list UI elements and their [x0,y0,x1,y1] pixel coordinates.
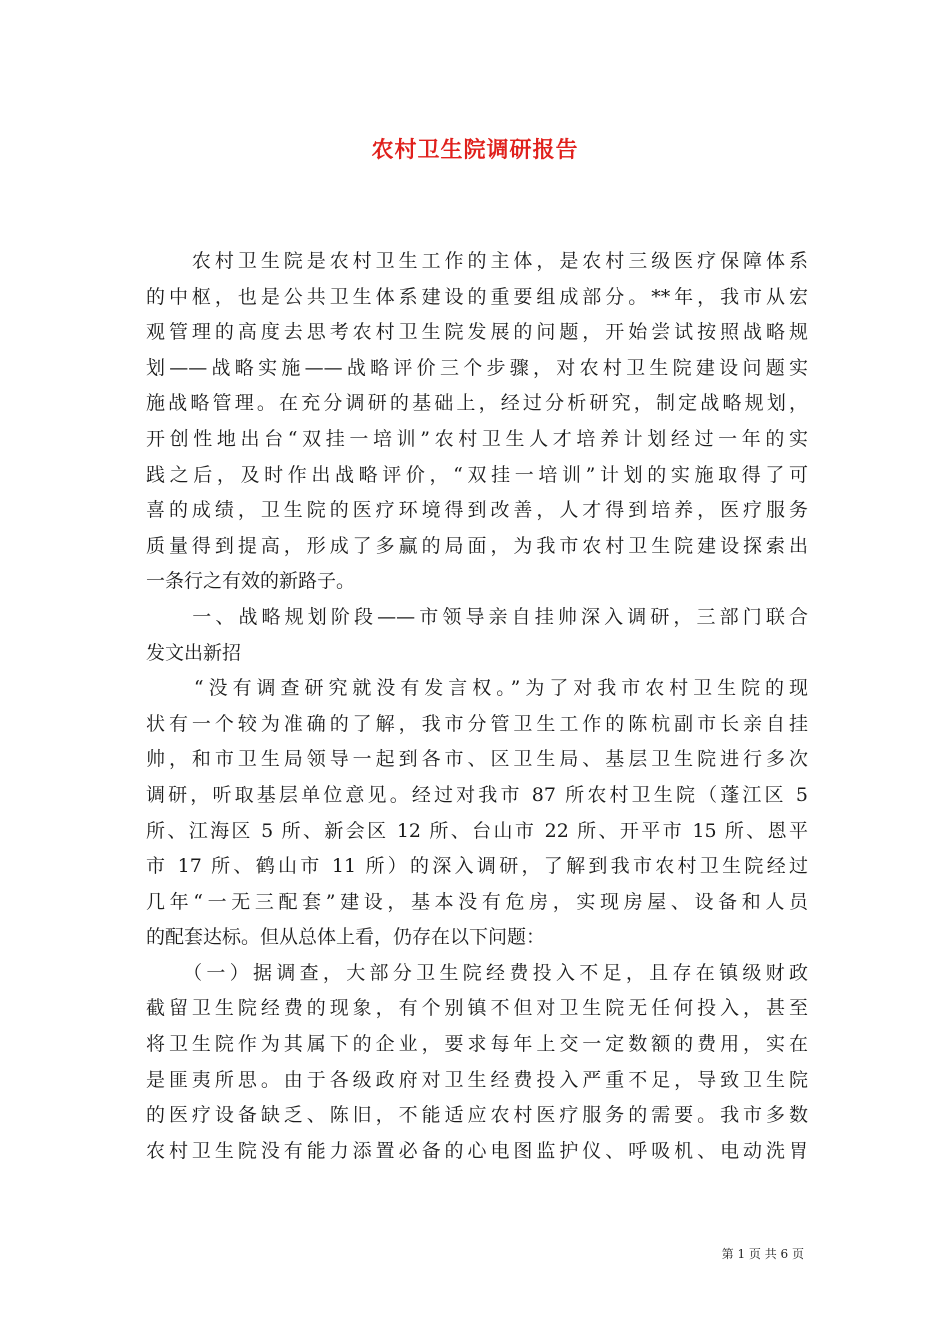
text-line: 开创性地出台“双挂一培训”农村卫生人才培养计划经过一年的实 [146,427,808,450]
text-line: 观管理的高度去思考农村卫生院发展的问题，开始尝试按照战略规 [146,321,808,344]
document-body [146,244,808,1169]
text-line: 几年“一无三配套”建设，基本没有危房，实现房屋、设备和人员 [146,890,808,913]
document-title: 农村卫生院调研报告 [371,137,579,163]
text-line: 调研，听取基层单位意见。经过对我市 87 所农村卫生院（蓬江区 5 [146,783,808,806]
text-line: 农村卫生院是农村卫生工作的主体，是农村三级医疗保障体系 [146,250,808,272]
text-line: 喜的成绩，卫生院的医疗环境得到改善，人才得到培养，医疗服务 [146,499,808,522]
text-line: 施战略管理。在充分调研的基础上，经过分析研究，制定战略规划， [146,392,808,415]
text-line: 将卫生院作为其属下的企业，要求每年上交一定数额的费用，实在 [146,1033,808,1056]
page-number-footer: 第 1 页 共 6 页 [721,1247,804,1261]
text-line: 截留卫生院经费的现象，有个别镇不但对卫生院无任何投入，甚至 [146,997,808,1020]
text-line: 一条行之有效的新路子。 [146,570,356,593]
section-heading-line: 一、战略规划阶段——市领导亲自挂帅深入调研，三部门联合 [146,605,808,628]
text-line: 践之后，及时作出战略评价，“双挂一培训”计划的实施取得了可 [146,463,808,486]
text-line: 农村卫生院没有能力添置必备的心电图监护仪、呼吸机、电动洗胃 [146,1139,808,1162]
text-line: 状有一个较为准确的了解，我市分管卫生工作的陈杭副市长亲自挂 [146,712,808,735]
text-line: 划——战略实施——战略评价三个步骤，对农村卫生院建设问题实 [146,356,808,379]
text-line: 质量得到提高，形成了多赢的局面，为我市农村卫生院建设探索出 [146,534,808,557]
text-line: （一）据调查，大部分卫生院经费投入不足，且存在镇级财政 [146,961,808,984]
text-line: 市 17 所、鹤山市 11 所）的深入调研，了解到我市农村卫生院经过 [146,855,808,878]
text-line: 所、江海区 5 所、新会区 12 所、台山市 22 所、开平市 15 所、恩平 [146,819,808,842]
text-line: 是匪夷所思。由于各级政府对卫生经费投入严重不足，导致卫生院 [146,1068,808,1091]
text-line: 的配套达标。但从总体上看，仍存在以下问题： [146,926,546,949]
text-line: “没有调查研究就没有发言权。”为了对我市农村卫生院的现 [146,677,808,700]
text-line: 帅，和市卫生局领导一起到各市、区卫生局、基层卫生院进行多次 [146,748,808,771]
text-line: 的中枢，也是公共卫生体系建设的重要组成部分。**年，我市从宏 [146,285,808,308]
section-heading-line: 发文出新招 [146,641,242,664]
text-line: 的医疗设备缺乏、陈旧，不能适应农村医疗服务的需要。我市多数 [146,1104,808,1127]
